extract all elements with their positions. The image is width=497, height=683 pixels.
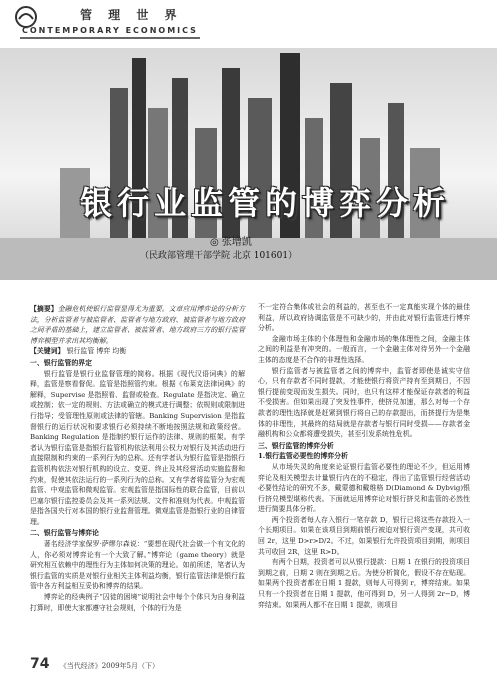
paragraph: 不一定符合集体或社会的利益的，甚至也不一定真能实现个体的最佳利益，所以政府协调监管是不可缺少的，并由此对银行监管进行博弈分析。 [258,303,470,333]
keywords-text: 银行监管 博弈 均衡 [66,347,127,356]
issue-info: 《当代经济》2009年5月（下） [59,662,159,670]
title-banner [0,48,497,280]
left-column [30,304,245,613]
right-column [258,302,470,610]
keywords [30,346,245,357]
paragraph: 有两个日期，投资者可以从银行提款：日期 1 在银行的投资项目到期之前，日期 2 则在到期之后。为使分析简化，假设不存在贴现。如果两个投资者都在日期 1 提款，则每人可得到 r，博弈结束。如果只有一个投资者在日期 1 提款，他可得到 D，另一人得到 2r−D，博弈结束。如果两人都不在日期 1 提款，则项目 [258,558,470,609]
section-heading-2: 二、银行监管与博弈论 [30,529,99,538]
page-footer [30,656,159,672]
article-title: 银行业监管的博弈分析 [80,184,451,222]
paragraph: 博弈论的经典例子“囚徒的困境”说明社会中每个个体只为自身利益打算时，即使大家都遵守社会规则，个体的行为是 [30,593,245,612]
header-rule [20,37,200,39]
page-number: 74 [30,656,50,672]
abstract [30,304,245,346]
paragraph: 金融市场主体的个体理性和金融市场的集体理性之间，金融主体之间的利益是有冲突的。一般而言，一个金融主体对待另外一个金融主体的态度是不合作的非理性选择。 [258,334,470,364]
paragraph: 著名经济学家保罗·萨缪尔森说：“要想在现代社会做一个有文化的人，你必须对博弈论有一个大致了解。”博弈论（game theory）就是研究相互依赖中的理性行为主体如何决策的理论。如前所述，笔者认为银行监管的实质是对银行业相关主体利益均衡，银行监管法律是银行监管中各方利益相互妥协和博弈的结果。 [30,540,245,591]
page-header [0,0,497,48]
author-name: ◎ 张增凯 [210,237,252,248]
paragraph: 银行监管是银行业监督管理的简称。根据《现代汉语词典》的解释，监管是察看督促。监管是指照管约束。根据《布莱克法律词典》的解释，Supervise 是指照看、监督或检查。Regulate 是指决定、确立或控制；依一定的规则、方法或确立的模式进行调整；依规则或限制进行指导；受管理性原则或法律的管辖。Banking Supervision 是指监督银行的运行状况和要求银行必须持续不断地按照法规和政策经营。Banking Regulation 是指制约银行运作的法律、规则的框架。有学者认为银行监管是指银行监管机构依法利用公权力对银行及其活动进行直接限制和约束的一系列行为的总称。还有学者认为银行监管是指银行监管机构依法对银行机构的设立、变更、终止及其经营活动实施监督和约束，促使其依法运行的一系列行为的总称。又有学者将监管分为宏观监管、中观监管和微观监管。宏观监管是指国际性的联合监管，目前以巴塞尔银行监控委员会及其一系列法规、文件和准则为代表。中观监管是指各国央行对本国的银行业监督管理。微观监管是指银行业的自律管理。 [30,369,246,526]
paragraph: 从市场失灵的角度来论证银行监管必要性的理论不少，但运用博弈论及相关模型去计量银行内在的不稳定，得出了监管银行经营活动必要性结论的研究不多，戴蒙德和戴维格 D(Diamond & Dybvig)银行挤兑模型堪称代表。下面就运用博弈论对银行挤兑和监管的必然性进行简要具体分析。 [258,462,470,514]
paragraph: 两个投资者每人存入银行一笔存款 D，银行已将这些存款投入一个长期项目。如果在该项目到期前银行被迫对银行资产变现，共可收回 2r，这里 D>r>D/2。不过，如果银行允许投资项目到期，则项目共可收回 2R，这里 R>D。 [258,515,470,556]
abstract-label: 【摘要】 [30,305,58,313]
section-heading-3: 三、银行监管的博弈分析 [258,441,334,450]
section-title: 管 理 世 界 [80,8,183,22]
subsection-heading-1: 1.银行监管必要性的博弈分析 [258,452,348,461]
abstract-text: 金融危机使银行监管显得尤为重要。文章应用博弈论的分析方法，分析监管者与被监管者、监管者与地方政府、被监管者与地方政府之间矛盾的基础上，建立监管者、被监管者、地方政府三方的银行监管博弈模型并求出其均衡解。 [30,305,245,345]
keywords-label: 【关键词】 [30,347,65,356]
paragraph: 银行监管者与被监管者之间的博弈中，监管者即使是诚实守信心，只有存款者不同时提款，才能使银行将资产持有至到期日，不因银行提前变现而发生损失。同时，也只有这样才能保证存款者的利益不受损害。但如果出现了突发性事件，使挤兑加速，那么对每一个存款者的理性选择就是赶紧到银行将自己的存款提出，而挤提行为是集体的非理性，其最终的结局就是存款者与银行同时受损——存款者金融机构和公众都将遭受损失，甚至引发系统性危机。 [258,366,470,439]
section-heading-1: 一、银行监管的界定 [30,358,93,367]
author-affiliation: （民政部管理干部学院 北京 101601） [140,251,298,261]
magazine-name: CONTEMPORARY ECONOMICS [22,26,198,35]
